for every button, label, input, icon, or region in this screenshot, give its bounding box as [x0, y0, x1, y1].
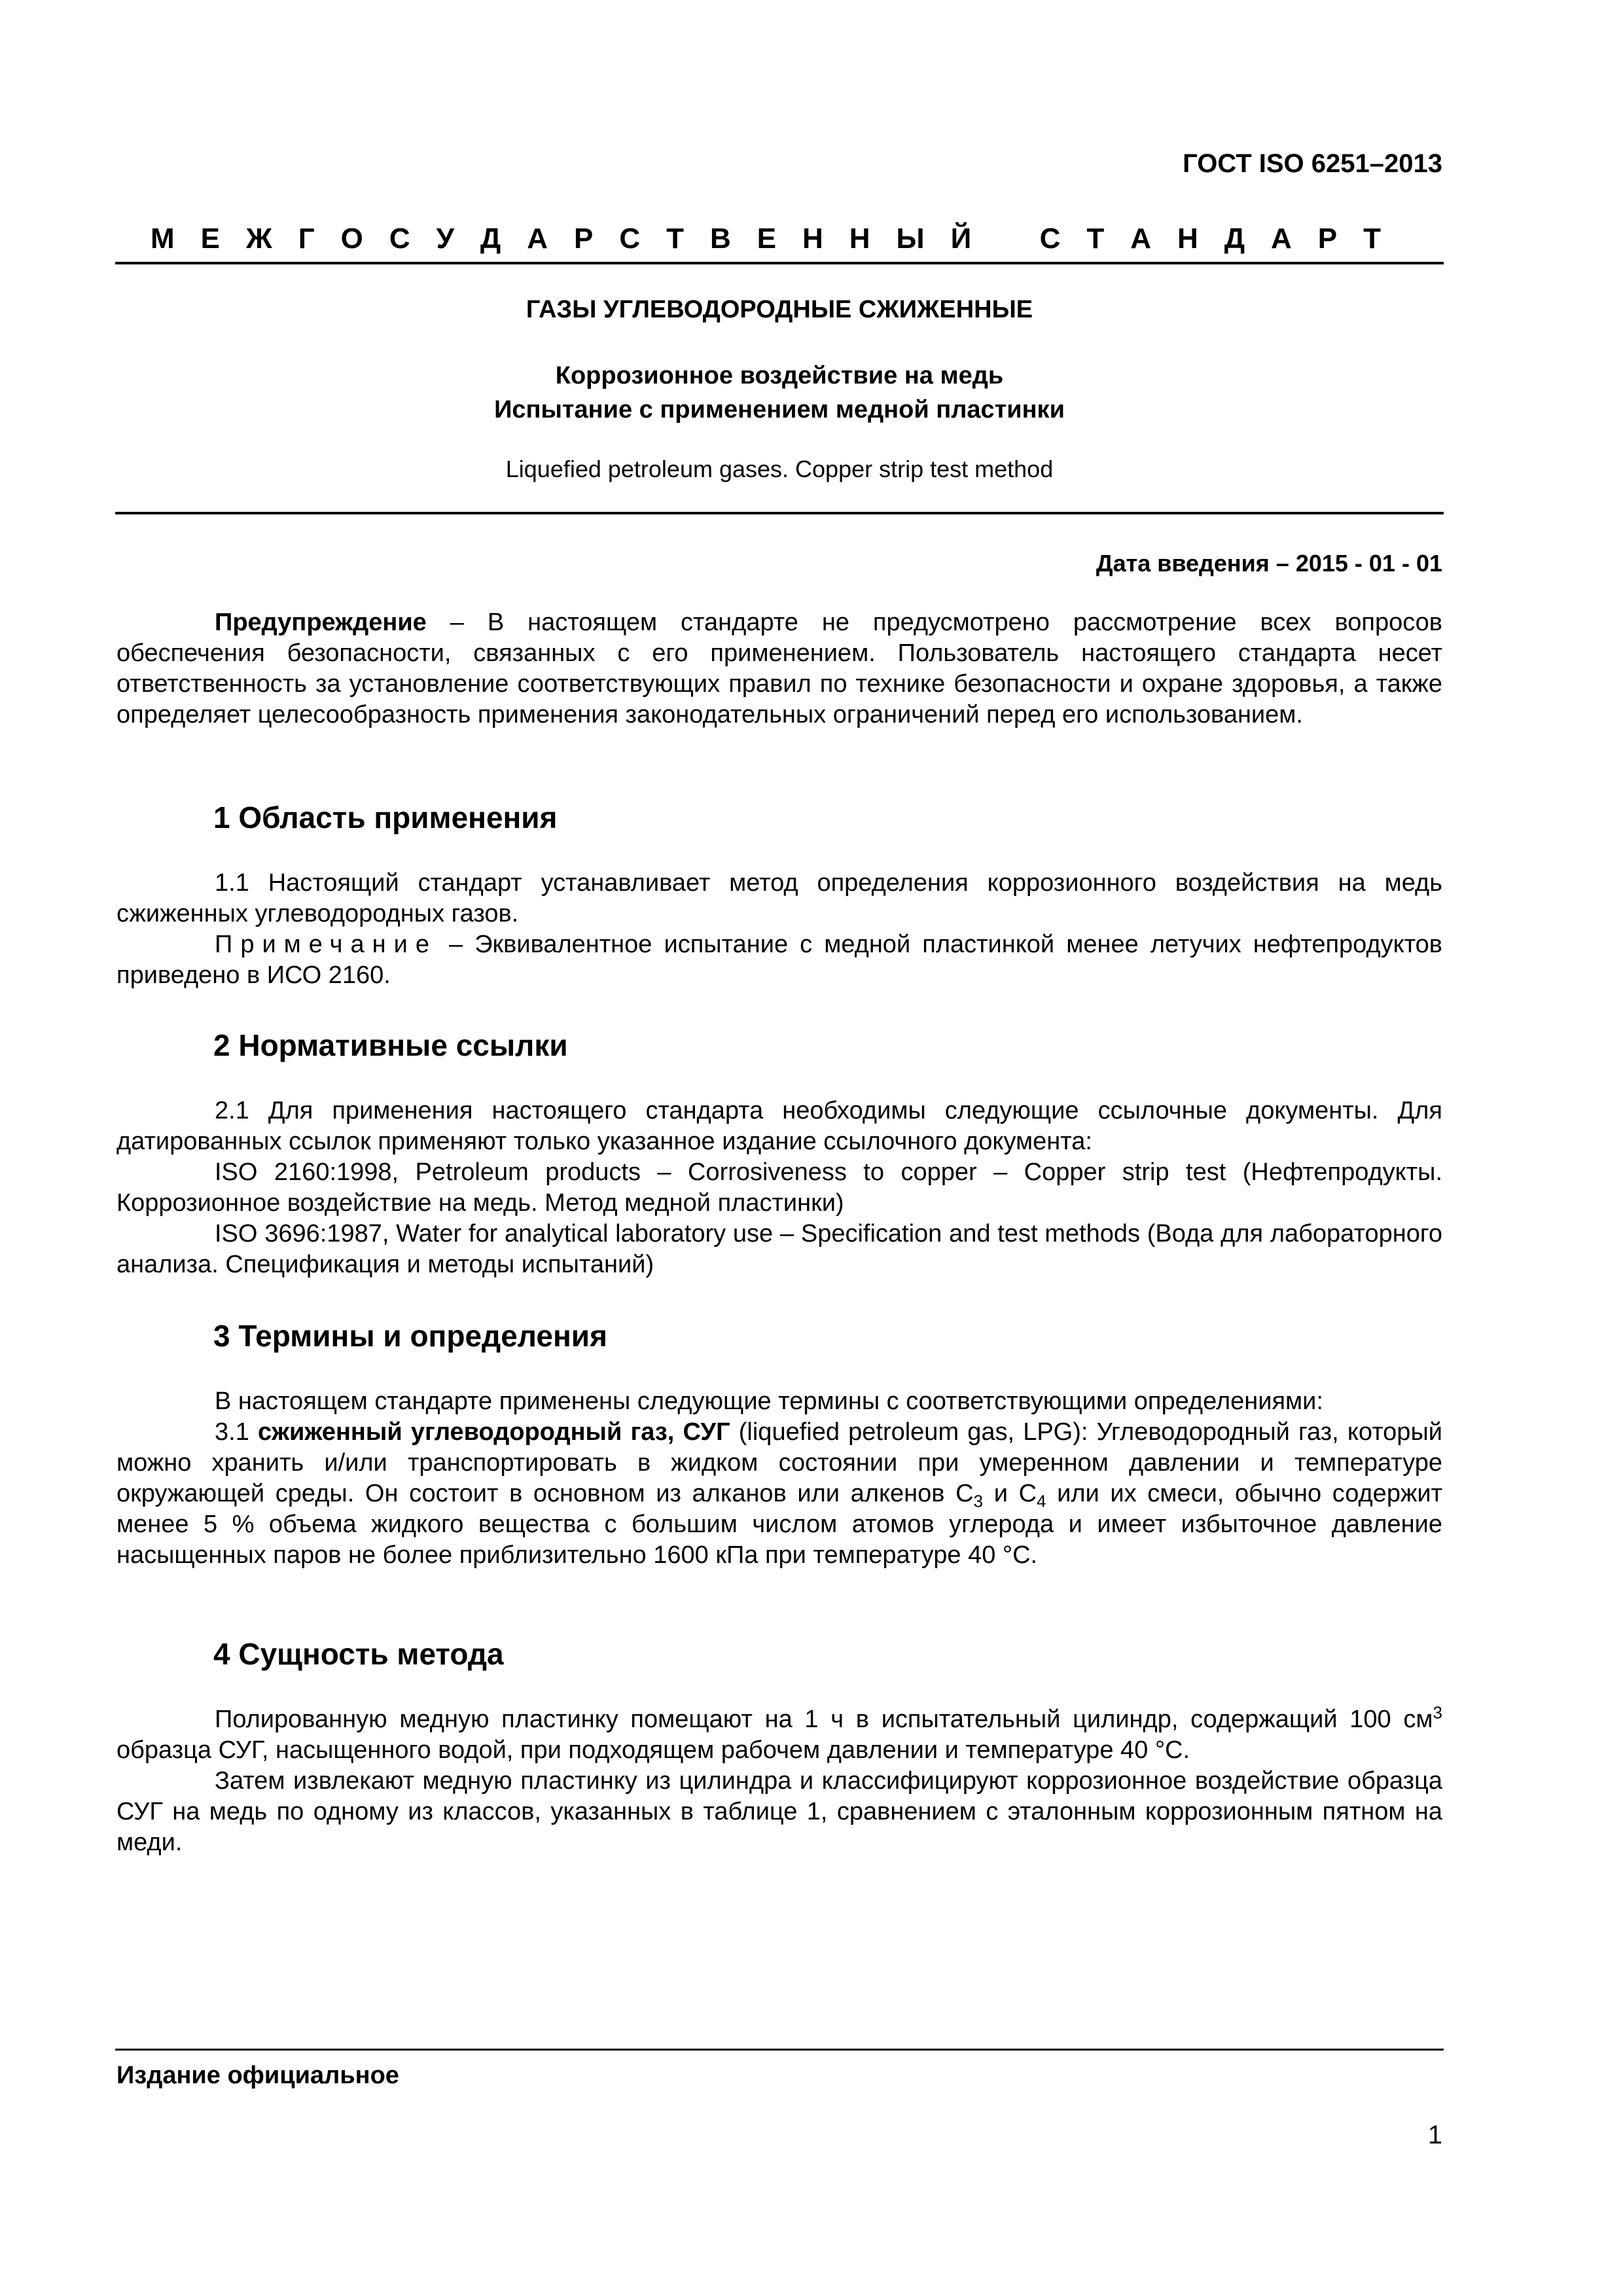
banner-letter: А	[1130, 223, 1151, 255]
document-subtitle	[115, 359, 1444, 427]
official-edition-label: Издание официальное	[116, 2062, 399, 2089]
banner-letter: Р	[1317, 223, 1338, 255]
subtitle-line-2: Испытание с применением медной пластинки	[494, 396, 1065, 423]
document-title: ГАЗЫ УГЛЕВОДОРОДНЫЕ СЖИЖЕННЫЕ	[526, 296, 1033, 323]
term-name: сжиженный углеводородный газ, СУГ	[257, 1418, 730, 1446]
banner-letter: Г	[298, 223, 315, 255]
banner-letter: Ы	[896, 223, 925, 255]
reference-iso-3696: ISO 3696:1987, Water for analytical laboratory use – Specification and test methods (Вода для лабораторного анализа. Спецификация и методы испытаний)	[116, 1220, 1442, 1278]
section-4-paragraph-1	[116, 1704, 1442, 1766]
section-1-heading: 1 Область применения	[213, 800, 558, 834]
banner-letter: В	[709, 223, 731, 255]
warning-text: – В настоящем стандарте не предусмотрено рассмотрение всех вопросов обеспечения безопасности, связанных с его применением. Пользователь настоящего стандарта несет ответственность за установление соответствующих правил по технике безопасности и охране здоровья, а также определяет целесообразность применения законодательных ограничений перед его использованием.	[116, 609, 1442, 728]
banner-letter: Д	[1224, 223, 1245, 255]
section-4-body	[116, 1704, 1442, 1858]
section-1-note	[116, 929, 1442, 991]
banner-letter: Й	[950, 223, 972, 255]
interstate-standard-banner	[151, 223, 1381, 255]
banner-letter: Ж	[245, 223, 272, 255]
section-4-heading: 4 Сущность метода	[213, 1637, 504, 1671]
section-1-paragraph: 1.1 Настоящий стандарт устанавливает метод определения коррозионного воздействия на медь сжиженных углеводородных газов.	[116, 869, 1442, 927]
term-definition-part-c: или их смеси, обычно содержит менее 5 % объема жидкого вещества с большим числом атомов углерода и имеет избыточное давление насыщенных паров не более приблизительно 1600 кПа при температуре 40 °C.	[116, 1480, 1442, 1569]
banner-letter: А	[1271, 223, 1292, 255]
introduction-date: Дата введения – 2015 - 01 - 01	[1096, 550, 1442, 577]
section-4-paragraph-2: Затем извлекают медную пластинку из цилиндра и классифицируют коррозионное воздействие образца СУГ на медь по одному из классов, указанных в таблице 1, сравнением с эталонным коррозионным пятном на меди.	[116, 1767, 1442, 1856]
superscript-3: 3	[1433, 1702, 1442, 1723]
section-3-heading: 3 Термины и определения	[213, 1319, 607, 1353]
note-text: – Эквивалентное испытание с медной пластинкой менее летучих нефтепродуктов приведено в ИСО 2160.	[116, 931, 1442, 989]
banner-letter: А	[527, 223, 548, 255]
warning-label: Предупреждение	[215, 609, 427, 636]
section-3-paragraph: В настоящем стандарте применены следующие термины с соответствующими определениями:	[215, 1388, 1323, 1415]
banner-letter: О	[340, 223, 363, 255]
section-4-p1-part-b: образца СУГ, насыщенного водой, при подходящем рабочем давлении и температуре 40 °C.	[116, 1736, 1190, 1764]
footer-rule	[115, 2049, 1444, 2051]
banner-letter: Н	[802, 223, 823, 255]
term-definition-part-b: и C	[983, 1480, 1037, 1507]
banner-letter: Н	[849, 223, 870, 255]
page-number: 1	[1427, 2121, 1442, 2149]
english-title: Liquefied petroleum gases. Copper strip test method	[505, 456, 1054, 482]
title-rule	[115, 512, 1444, 514]
section-2-paragraph: 2.1 Для применения настоящего стандарта необходимы следующие ссылочные документы. Для датированных ссылок применяют только указанное издание ссылочного документа:	[116, 1097, 1442, 1155]
banner-letter: Е	[200, 223, 220, 255]
banner-letter: С	[1039, 223, 1061, 255]
banner-letter: С	[389, 223, 410, 255]
term-definition-lpg	[116, 1417, 1442, 1571]
reference-iso-2160: ISO 2160:1998, Petroleum products – Corrosiveness to copper – Copper strip test (Нефтепродукты. Коррозионное воздействие на медь. Метод медной пластинки)	[116, 1158, 1442, 1217]
banner-letter: У	[436, 223, 454, 255]
subtitle-line-1: Коррозионное воздействие на медь	[555, 362, 1004, 389]
banner-letter: Т	[1363, 223, 1381, 255]
section-1-body	[116, 868, 1442, 991]
section-2-body	[116, 1096, 1442, 1280]
section-4-p1-part-a: Полированную медную пластинку помещают на 1 ч в испытательный цилиндр, содержащий 100 см	[215, 1706, 1433, 1733]
header-rule	[115, 262, 1444, 264]
note-label: Примечание	[215, 931, 437, 958]
banner-letter: Е	[757, 223, 777, 255]
term-definition-part-a: (liquefied petroleum gas, LPG): Углеводородный газ, который можно хранить и/или транспортировать в жидком состоянии при умеренном давлении и температуре окружающей среды. Он состоит в основном из алканов или алкенов C	[116, 1418, 1442, 1507]
document-number: ГОСТ ISO 6251–2013	[1183, 149, 1442, 178]
banner-letter: Д	[480, 223, 501, 255]
banner-letter: Т	[1086, 223, 1105, 255]
banner-letter: Н	[1177, 223, 1198, 255]
warning-paragraph	[116, 607, 1442, 730]
subscript-4: 4	[1037, 1491, 1046, 1511]
subscript-3: 3	[973, 1491, 984, 1511]
banner-letter	[997, 223, 1013, 255]
banner-letter: С	[619, 223, 641, 255]
section-3-body	[116, 1386, 1442, 1571]
banner-letter: Т	[666, 223, 684, 255]
term-number: 3.1	[215, 1418, 258, 1446]
section-2-heading: 2 Нормативные ссылки	[213, 1028, 568, 1062]
banner-letter: Р	[574, 223, 594, 255]
interstate-standard-letters	[151, 223, 1381, 255]
banner-letter: М	[151, 223, 175, 255]
